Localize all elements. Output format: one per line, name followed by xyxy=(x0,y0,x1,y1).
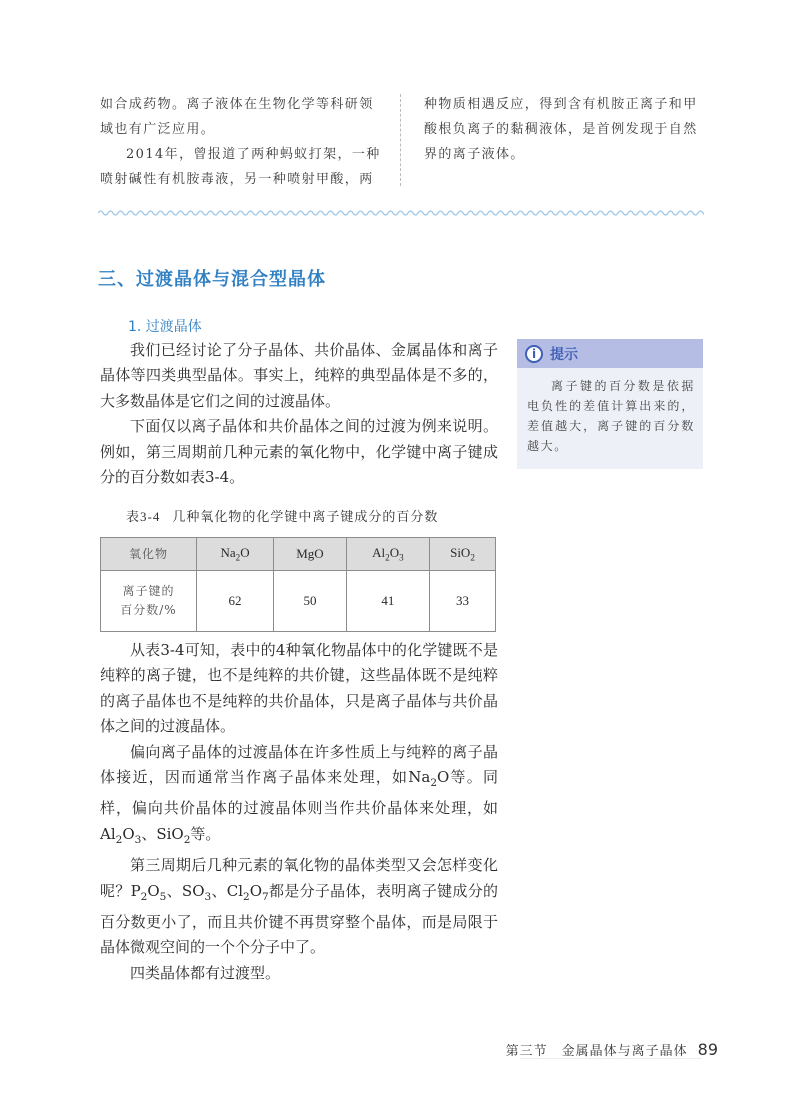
row-label-line-2: 百分数/% xyxy=(120,603,177,617)
subscript: 2 xyxy=(140,890,148,903)
subscript: 2 xyxy=(115,833,123,846)
subscript: 3 xyxy=(399,552,404,563)
header-cell: $Al_2O_3$ xyxy=(346,538,429,571)
table-caption xyxy=(126,506,438,525)
intro-paragraphs xyxy=(100,338,498,490)
paragraph-5: 第三周期后几种元素的氧化物的晶体类型又会怎样变化呢？$P_2O_5$、$SO_3$、$Cl_2O_7$都是分子晶体，表明离子键成分的百分数更小了，而且共价键不再贯穿整个晶体，而是局限于晶体微观空间的一个个分子中了。 xyxy=(100,856,498,957)
wavy-divider xyxy=(98,206,704,220)
value-cell: 62 xyxy=(197,571,274,632)
table-value-row xyxy=(101,571,496,632)
value-cell: 50 xyxy=(274,571,347,632)
top-left-column xyxy=(100,92,381,192)
subscript: 2 xyxy=(385,552,390,563)
section-title: 三、过渡晶体与混合型晶体 xyxy=(98,269,326,290)
subscript: 3 xyxy=(134,833,142,846)
top-right-column xyxy=(424,92,703,167)
tip-box xyxy=(517,339,703,469)
header-cell: $Na_2O$ xyxy=(197,538,274,571)
table-header-row xyxy=(101,538,496,571)
table-caption-text: 几种氧化物的化学键中离子键成分的百分数 xyxy=(172,510,439,525)
tip-text: 离子键的百分数是依据电负性的差值计算出来的，差值越大，离子键的百分数越大。 xyxy=(527,379,695,453)
analysis-paragraphs xyxy=(100,638,498,986)
subscript: 2 xyxy=(183,833,191,846)
header-cell: MgO xyxy=(274,538,347,571)
header-cell: SiO$_2$ xyxy=(429,538,495,571)
paragraph-3: 从表3-4可知，表中的4种氧化物晶体中的化学键既不是纯粹的离子键，也不是纯粹的共价键，这些晶体既不是纯粹的离子晶体也不是纯粹的共价晶体，只是离子晶体与共价晶体之间的过渡晶体。 xyxy=(100,641,498,736)
subscript: 3 xyxy=(204,890,212,903)
top-left-paragraph-1: 如合成药物。离子液体在生物化学等科研领域也有广泛应用。 xyxy=(100,97,374,137)
subscript: 2 xyxy=(235,552,241,563)
value-cell: 41 xyxy=(346,571,429,632)
info-icon: i xyxy=(525,345,543,363)
table-caption-number: 表3-4 xyxy=(126,509,161,524)
subscript: 2 xyxy=(470,552,475,563)
column-divider xyxy=(400,94,401,186)
page-footer xyxy=(506,1040,718,1059)
oxide-table xyxy=(100,537,496,632)
tip-header xyxy=(517,339,703,368)
value-cell: 33 xyxy=(429,571,495,632)
paragraph-2: 下面仅以离子晶体和共价晶体之间的过渡为例来说明。例如，第三周期前几种元素的氧化物中，化学键中离子键成分的百分数如表3-4。 xyxy=(100,417,498,487)
header-label-cell: 氧化物 xyxy=(101,538,197,571)
tip-title: 提示 xyxy=(550,346,578,363)
subscript: 2 xyxy=(430,777,438,790)
top-left-paragraph-2: 2014年，曾报道了两种蚂蚁打架，一种喷射碱性有机胺毒液，另一种喷射甲酸，两 xyxy=(100,147,381,187)
page-number: 89 xyxy=(697,1040,718,1059)
top-right-paragraph-1: 种物质相遇反应，得到含有机胺正离子和甲酸根负离子的黏稠液体，是首例发现于自然界的离子液体。 xyxy=(424,97,698,162)
subscript: 5 xyxy=(159,890,167,903)
paragraph-1: 我们已经讨论了分子晶体、共价晶体、金属晶体和离子晶体等四类典型晶体。事实上，纯粹的典型晶体是不多的，大多数晶体是它们之间的过渡晶体。 xyxy=(100,341,498,410)
row-label-cell xyxy=(101,571,197,632)
footer-section-label: 第三节 金属晶体与离子晶体 xyxy=(505,1044,688,1059)
subscript: 7 xyxy=(262,890,269,903)
row-label-line-1: 离子键的 xyxy=(122,584,175,598)
subscript: 2 xyxy=(243,890,250,903)
paragraph-4: 偏向离子晶体的过渡晶体在许多性质上与纯粹的离子晶体接近，因而通常当作离子晶体来处理，如$Na_2O$等。同样，偏向共价晶体的过渡晶体则当作共价晶体来处理，如$Al_2O_3$、SiO$_2$等。 xyxy=(100,742,498,846)
subsection-title: 1. 过渡晶体 xyxy=(128,319,202,335)
paragraph-6: 四类晶体都有过渡型。 xyxy=(130,963,281,982)
